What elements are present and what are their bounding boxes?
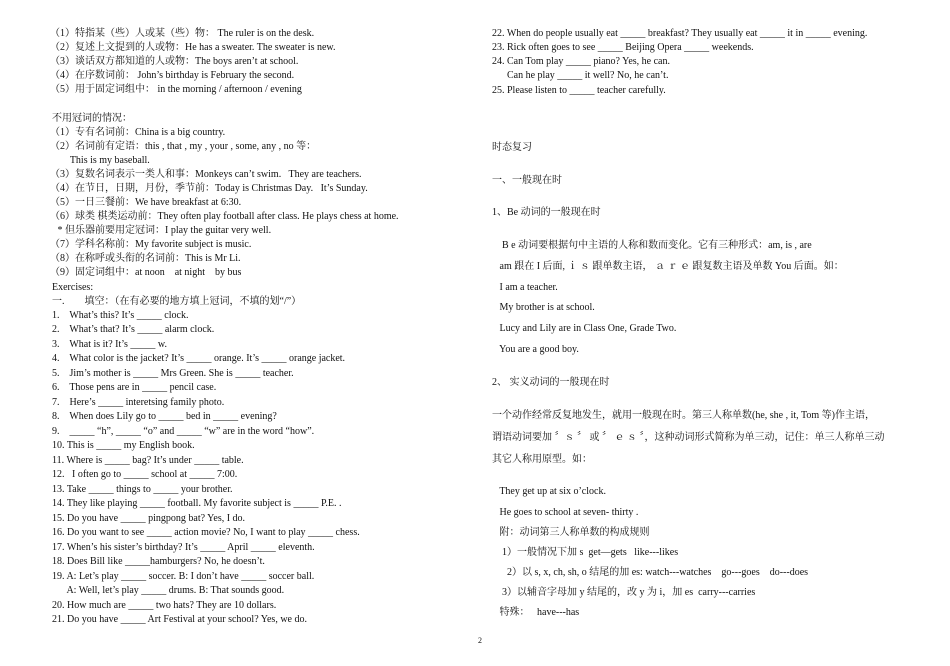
no-article-line: （8）在称呼或头衔的名词前：This is Mr Li.: [50, 253, 241, 264]
be-verb-line: I am a teacher.: [492, 282, 558, 293]
verb-paragraph-line: 其它人称用原型。如：: [492, 454, 592, 465]
usage-line: （2）复述上文提到的人或物：He has a sweater. The sweater is new.: [50, 42, 336, 53]
exercise-item: 5. Jim’s mother is _____ Mrs Green. She is _____ teacher.: [52, 368, 294, 379]
exercise-item: 22. When do people usually eat _____ breakfast? They usually eat _____ it in _____ evening.: [492, 28, 868, 39]
no-article-line: This is my baseball.: [50, 155, 150, 166]
usage-line: （5）用于固定词组中： in the morning / afternoon / evening: [50, 84, 302, 95]
no-article-line: （3）复数名词表示一类人和事：Monkeys can’t swim. They are teachers.: [50, 169, 362, 180]
verb-paragraph-line: 一个动作经常反复地发生，就用一般现在时。第三人称单数(he, she , it, Tom 等)作主语，: [492, 410, 875, 421]
verb-example: 2）以 s, x, ch, sh, o 结尾的加 es: watch---watches go---goes do---does: [492, 567, 809, 578]
verb-title: 2、 实义动词的一般现在时: [492, 377, 610, 388]
verb-example: 1）一般情况下加 s get—gets like---likes: [492, 547, 679, 558]
exercises-title: Exercises:: [52, 282, 94, 293]
exercise-item: 14. They like playing _____ football. My favorite subject is _____ P.E. .: [52, 498, 342, 509]
no-article-line: （9）固定词组中：at noon at night by bus: [50, 267, 242, 278]
usage-line: （1）特指某（些）人或某（些）物： The ruler is on the desk.: [50, 28, 315, 39]
verb-example: 特殊： have---has: [492, 607, 580, 618]
no-article-line: * 但乐器前要用定冠词：I play the guitar very well.: [50, 225, 272, 236]
exercise-item: 2. What’s that? It’s _____ alarm clock.: [52, 324, 215, 335]
be-verb-line: Lucy and Lily are in Class One, Grade Two.: [492, 323, 677, 334]
no-article-line: （1）专有名词前：China is a big country.: [50, 127, 226, 138]
exercise-item: 17. When’s his sister’s birthday? It’s _____ April _____ eleventh.: [52, 542, 315, 553]
exercise-item: 16. Do you want to see _____ action movie? No, I want to play _____ chess.: [52, 527, 360, 538]
exercise-item: 10. This is _____ my English book.: [52, 440, 195, 451]
exercise-item: 4. What color is the jacket? It’s _____ orange. It’s _____ orange jacket.: [52, 353, 346, 364]
verb-example: 附：动词第三人称单数的构成规则: [492, 527, 650, 538]
no-article-line: （6）球类 棋类运动前：They often play football after class. He plays chess at home.: [50, 211, 399, 222]
no-article-line: （5）一日三餐前：We have breakfast at 6:30.: [50, 197, 242, 208]
verb-example: 3）以辅音字母加 y 结尾的，改 y 为 i，加 es carry---carries: [492, 587, 756, 598]
exercise-item: 25. Please listen to _____ teacher carefully.: [492, 85, 666, 96]
page-number: 2: [478, 636, 482, 645]
exercise-item: 15. Do you have _____ pingpong bat? Yes, I do.: [52, 513, 246, 524]
exercise-item: 3. What is it? It’s _____ w.: [52, 339, 167, 350]
exercise-item: Can he play _____ it well? No, he can’t.: [492, 70, 669, 81]
usage-line: （3）谈话双方都知道的人或物：The boys aren’t at school.: [50, 56, 299, 67]
tense-title: 时态复习: [492, 142, 532, 153]
exercise-item: 12. I often go to _____ school at _____ 7:00.: [52, 469, 238, 480]
no-article-line: （2）名词前有定语：this , that , my , your , some, any , no 等：: [50, 141, 317, 152]
no-article-line: （7）学科名称前：My favorite subject is music.: [50, 239, 252, 250]
exercise-item: 18. Does Bill like _____hamburgers? No, he doesn’t.: [52, 556, 265, 567]
verb-example: He goes to school at seven- thirty .: [492, 507, 639, 518]
exercise-item: 23. Rick often goes to see _____ Beijing Opera _____ weekends.: [492, 42, 754, 53]
exercise-item: 19. A: Let’s play _____ soccer. B: I don’t have _____ soccer ball.: [52, 571, 315, 582]
usage-line: （4）在序数词前： John’s birthday is February the second.: [50, 70, 295, 81]
exercise-item: 1. What’s this? It’s _____ clock.: [52, 310, 189, 321]
exercise-item: 24. Can Tom play _____ piano? Yes, he can.: [492, 56, 670, 67]
exercise-item: 6. Those pens are in _____ pencil case.: [52, 382, 217, 393]
exercise-item: 8. When does Lily go to _____ bed in _____ evening?: [52, 411, 277, 422]
present-tense-title: 一、一般现在时: [492, 175, 562, 186]
verb-example: They get up at six o’clock.: [492, 486, 606, 497]
be-verb-line: My brother is at school.: [492, 302, 595, 313]
be-verb-title: 1、Be 动词的一般现在时: [492, 207, 601, 218]
exercise-item: A: Well, let’s play _____ drums. B: That sounds good.: [52, 585, 285, 596]
exercise-item: 11. Where is _____ bag? It’s under _____ table.: [52, 455, 244, 466]
exercise-item: 7. Here’s _____ interetsing family photo.: [52, 397, 225, 408]
exercise-item: 13. Take _____ things to _____ your brother.: [52, 484, 233, 495]
exercise-item: 20. How much are _____ two hats? They are 10 dollars.: [52, 600, 277, 611]
be-verb-line: am 跟在 I 后面, ｉ ｓ 跟单数主语， ａ ｒ ｅ 跟复数主语及单数 You 后面。如：: [492, 261, 844, 272]
exercise-instruction: 一. 填空：（在有必要的地方填上冠词，不填的划“/”）: [52, 296, 302, 307]
no-article-title: 不用冠词的情况：: [52, 113, 132, 124]
be-verb-line: You are a good boy.: [492, 344, 579, 355]
no-article-line: （4）在节日，日期，月份，季节前：Today is Christmas Day. It’s Sunday.: [50, 183, 368, 194]
verb-paragraph-line: 谓语动词要加 〞ｓ 〞 或 〞 ｅ ｓ 〞，这种动词形式简称为单三动，记住：单三人称单三动: [492, 432, 885, 443]
be-verb-line: B e 动词要根据句中主语的人称和数而变化。它有三种形式：am, is , are: [492, 240, 812, 251]
exercise-item: 21. Do you have _____ Art Festival at your school? Yes, we do.: [52, 614, 307, 625]
exercise-item: 9. _____ “h”, _____ “o” and _____ “w” are in the word “how”.: [52, 426, 315, 437]
